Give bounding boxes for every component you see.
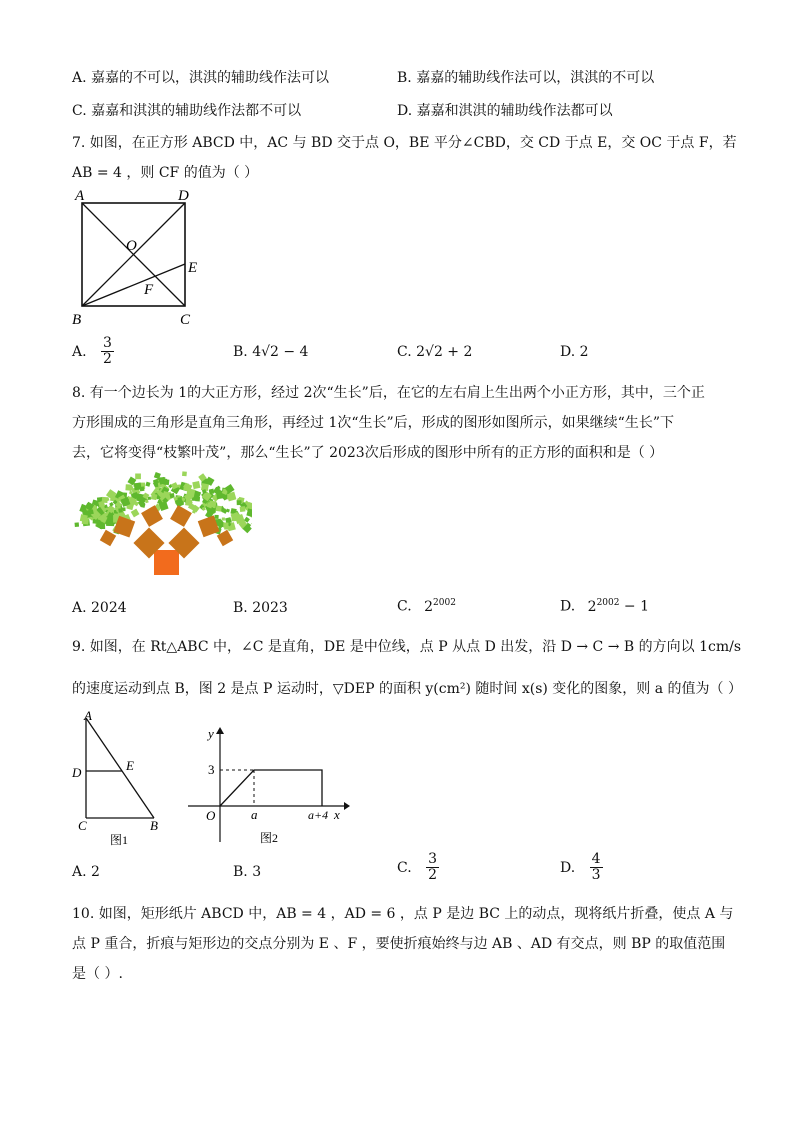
q6-option-b: B. 嘉嘉的辅助线作法可以，淇淇的不可以 <box>397 70 655 86</box>
label-e: E <box>126 758 134 773</box>
q7-option-b: B. 4√2 − 4 <box>233 344 309 360</box>
leaf-square <box>214 515 218 519</box>
q8-option-d <box>560 598 649 615</box>
origin-label: O <box>206 808 216 823</box>
q7-option-a-label: A. <box>72 343 87 360</box>
q9-option-d-label: D. <box>560 859 576 876</box>
q9-stem-line1: 9. 如图，在 Rt△ABC 中，∠C 是直角，DE 是中位线，点 P 从点 D 出发，沿 D → C → B 的方向以 1cm/s <box>72 639 742 655</box>
label-d: D <box>178 188 189 204</box>
x-axis-arrow-icon <box>344 802 350 810</box>
q7-option-a <box>72 336 114 368</box>
tick-label-a: a <box>251 807 258 822</box>
q8-option-d-exponent: 2002 <box>596 598 620 608</box>
q8-option-b: B. 2023 <box>233 600 288 616</box>
axis-label-x: x <box>334 807 340 822</box>
leaf-square <box>75 522 80 527</box>
leaf-square <box>240 506 246 512</box>
leaf-square <box>251 519 252 527</box>
q9-stem-line2: 的速度运动到点 B，图 2 是点 P 运动时，▽DEP 的面积 y(cm²) 随时间 x(s) 变化的图象，则 a 的值为（ ） <box>72 681 743 697</box>
tick-label-3: 3 <box>208 762 215 777</box>
label-b: B <box>150 818 158 833</box>
q8-option-a: A. 2024 <box>72 600 127 616</box>
q9-option-c <box>397 852 439 884</box>
q9-option-b: B. 3 <box>233 864 262 880</box>
q10-stem-line3: 是（ ）. <box>72 966 123 982</box>
q8-option-d-tail: − 1 <box>619 598 650 615</box>
leaf-square <box>102 497 108 503</box>
fraction-numerator: 3 <box>428 851 438 867</box>
q8-option-c-exponent: 2002 <box>433 598 456 608</box>
fraction-denominator: 2 <box>103 351 112 368</box>
label-o: O <box>126 238 137 254</box>
leaf-square <box>145 482 150 487</box>
label-d: D <box>72 765 82 780</box>
q9-option-d-fraction <box>590 852 603 884</box>
leaf-square <box>222 517 225 520</box>
leaf-square <box>134 483 142 491</box>
q10-stem-line2: 点 P 重合，折痕与矩形边的交点分别为 E 、F ，要使折痕始终与边 AB 、AD 有交点，则 BP 的取值范围 <box>72 936 726 952</box>
q7-option-c: C. 2√2 + 2 <box>397 344 473 360</box>
branch-square <box>170 505 192 527</box>
leaf-square <box>237 500 242 505</box>
leaf-square <box>192 481 200 489</box>
q10-stem-line1: 10. 如图，矩形纸片 ABCD 中，AB = 4 ，AD = 6 ，点 P 是边 BC 上的动点，现将纸片折叠，使点 A 与 <box>72 906 734 922</box>
fraction-numerator: 3 <box>103 335 112 351</box>
q9-triangle-figure <box>70 708 180 848</box>
q6-option-a: A. 嘉嘉的不可以，淇淇的辅助线作法可以 <box>72 70 330 86</box>
q7-option-d: D. 2 <box>560 344 589 360</box>
axis-label-y: y <box>208 726 214 741</box>
tree-foliage <box>75 471 252 534</box>
label-b: B <box>72 312 82 328</box>
leaf-square <box>151 494 158 501</box>
label-e: E <box>188 260 198 276</box>
q8-stem-line2: 方形围成的三角形是直角三角形，再经过 1次“生长”后，形成的图形如图所示，如果继续“生长”下 <box>72 415 674 431</box>
leaf-square <box>135 474 141 480</box>
figure-1-caption: 图1 <box>110 833 129 847</box>
fraction-numerator: 4 <box>591 851 601 867</box>
leaf-square <box>227 494 233 500</box>
q8-option-c-label: C. <box>397 598 412 615</box>
q9-graph-figure <box>182 722 352 850</box>
tick-label-a-plus-4: a+4 <box>308 808 329 822</box>
label-a: A <box>75 188 85 204</box>
area-graph-line <box>220 770 322 806</box>
q9-option-c-label: C. <box>397 859 412 876</box>
q8-option-d-base: 2 <box>587 598 597 615</box>
q7-option-a-fraction <box>101 336 114 368</box>
label-c: C <box>78 818 87 833</box>
leaf-square <box>107 516 111 520</box>
leaf-square <box>195 497 200 502</box>
pythagoras-tree-figure <box>72 470 252 582</box>
leaf-square <box>118 508 123 513</box>
leaf-square <box>226 509 230 513</box>
segment-be <box>82 264 185 306</box>
q9-option-c-fraction <box>426 852 439 884</box>
q8-option-c-base: 2 <box>424 598 434 615</box>
label-a: A <box>84 708 92 723</box>
q7-stem-line1: 7. 如图，在正方形 ABCD 中，AC 与 BD 交于点 O，BE 平分∠CBD，交 CD 于点 E，交 OC 于点 F，若 <box>72 135 737 151</box>
q6-option-d: D. 嘉嘉和淇淇的辅助线作法都可以 <box>397 103 613 119</box>
leaf-square <box>223 522 228 527</box>
figure-2-caption: 图2 <box>260 831 279 845</box>
y-axis-arrow-icon <box>216 727 224 734</box>
q8-option-c <box>397 598 456 615</box>
leaf-square <box>80 514 88 522</box>
fraction-denominator: 2 <box>428 867 438 884</box>
leaf-square <box>148 497 151 500</box>
side-ab <box>86 718 154 818</box>
q6-option-c: C. 嘉嘉和淇淇的辅助线作法都不可以 <box>72 103 302 119</box>
q8-stem-line3: 去，它将变得“枝繁叶茂”，那么“生长”了 2023次后形成的图形中所有的正方形的面积和是（ ） <box>72 445 664 461</box>
trunk-square <box>154 550 179 575</box>
leaf-square <box>182 471 187 476</box>
q8-stem-line1: 8. 有一个边长为 1的大正方形，经过 2次“生长”后，在它的左右肩上生出两个小正方形，其中，三个正 <box>72 385 705 401</box>
label-c: C <box>180 312 191 328</box>
leaf-square <box>170 493 175 498</box>
fraction-denominator: 3 <box>591 867 601 884</box>
q9-option-a: A. 2 <box>72 864 100 880</box>
q7-square-figure <box>70 186 210 330</box>
leaf-square <box>216 506 222 512</box>
label-f: F <box>144 282 154 298</box>
q7-stem-line2: AB = 4 ，则 CF 的值为（ ） <box>72 165 259 181</box>
q8-option-d-label: D. <box>560 598 576 615</box>
q9-option-d <box>560 852 603 884</box>
